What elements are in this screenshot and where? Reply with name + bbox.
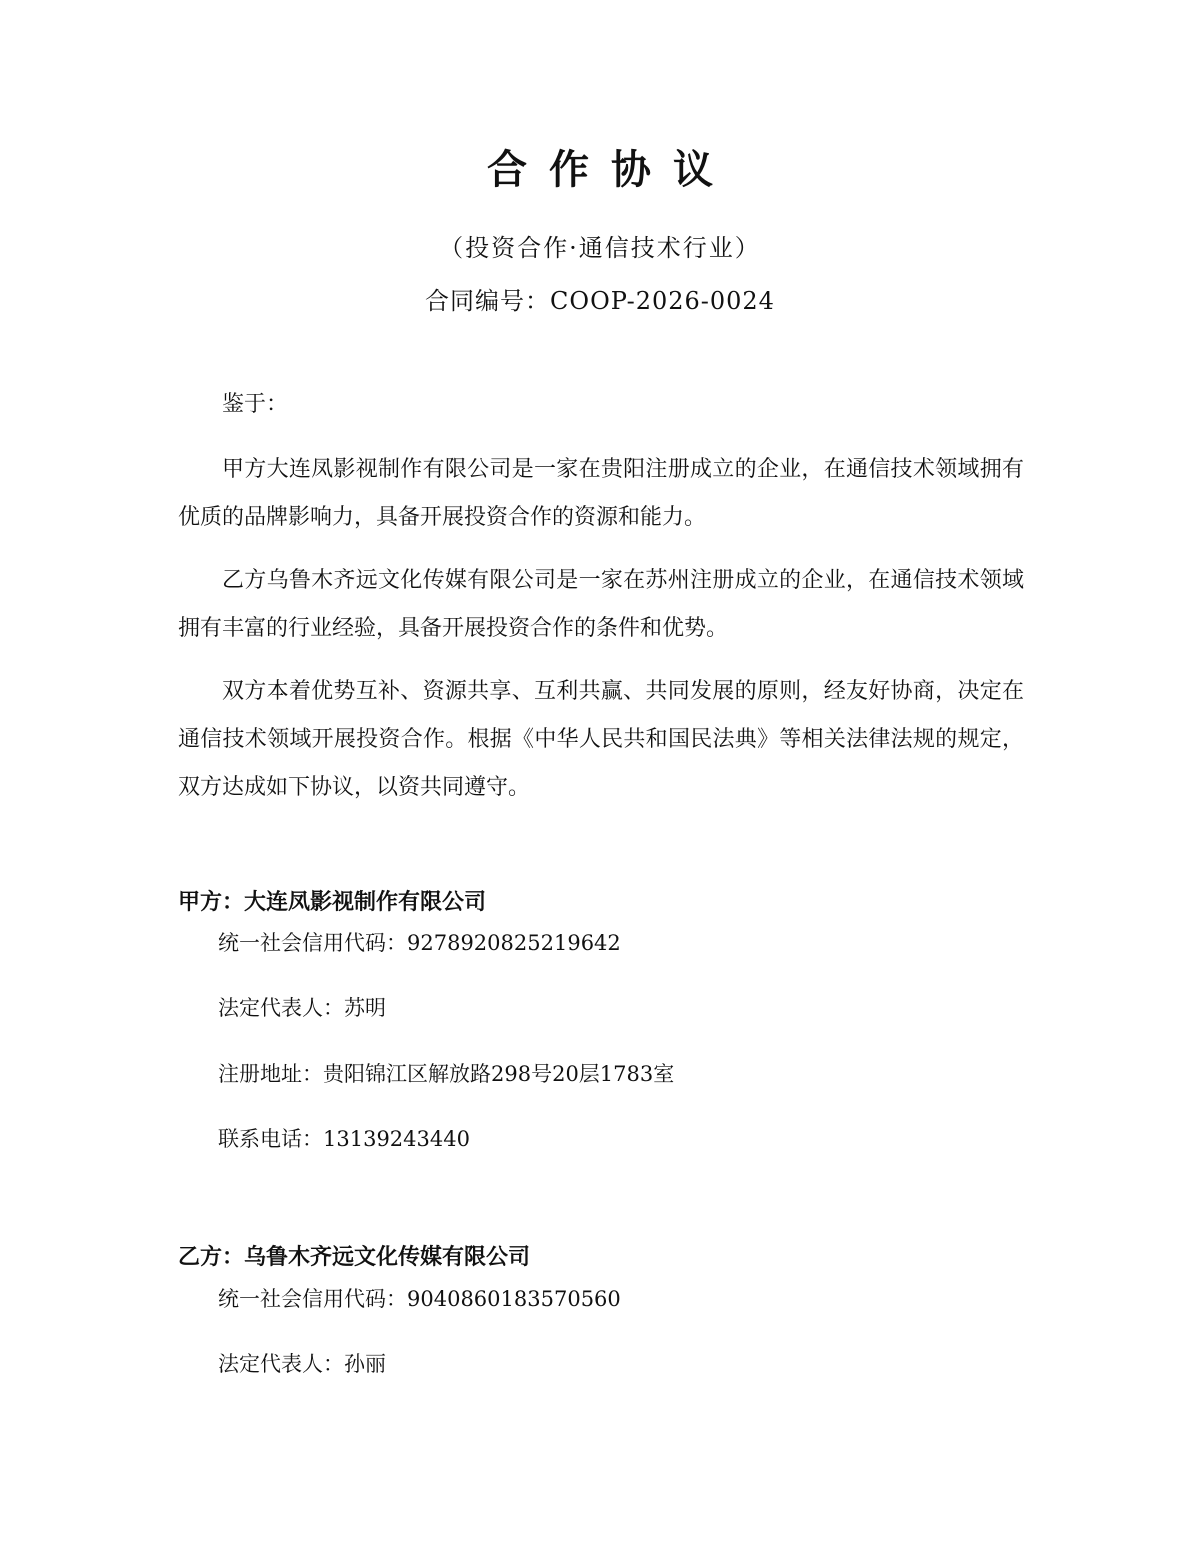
party-b-credit-code: 统一社会信用代码：9040860183570560 bbox=[218, 1287, 621, 1311]
recital-agreement: 双方本着优势互补、资源共享、互利共赢、共同发展的原则，经友好协商，决定在通信技术领域开展投资合作。根据《中华人民共和国民法典》等相关法律法规的规定，双方达成如下协议，以资共同遵守。 bbox=[178, 679, 1024, 800]
party-a-heading: 甲方：大连凤影视制作有限公司 bbox=[178, 890, 487, 915]
contract-number: 合同编号：COOP-2026-0024 bbox=[425, 287, 775, 315]
party-a-credit-code: 统一社会信用代码：9278920825219642 bbox=[218, 931, 621, 955]
recital-party-b: 乙方乌鲁木齐远文化传媒有限公司是一家在苏州注册成立的企业，在通信技术领域拥有丰富的行业经验，具备开展投资合作的条件和优势。 bbox=[178, 568, 1024, 641]
document-subtitle: （投资合作·通信技术行业） bbox=[439, 234, 761, 262]
recital-party-a: 甲方大连凤影视制作有限公司是一家在贵阳注册成立的企业，在通信技术领域拥有优质的品牌影响力，具备开展投资合作的资源和能力。 bbox=[178, 457, 1024, 530]
whereas-label: 鉴于： bbox=[222, 392, 289, 417]
party-a-address: 注册地址：贵阳锦江区解放路298号20层1783室 bbox=[218, 1062, 675, 1086]
party-b-legal-rep: 法定代表人：孙丽 bbox=[218, 1352, 386, 1376]
party-a-phone: 联系电话：13139243440 bbox=[218, 1127, 470, 1151]
party-b-heading: 乙方：乌鲁木齐远文化传媒有限公司 bbox=[178, 1245, 531, 1270]
party-a-legal-rep: 法定代表人：苏明 bbox=[218, 996, 386, 1020]
document-title: 合作协议 bbox=[487, 147, 735, 193]
